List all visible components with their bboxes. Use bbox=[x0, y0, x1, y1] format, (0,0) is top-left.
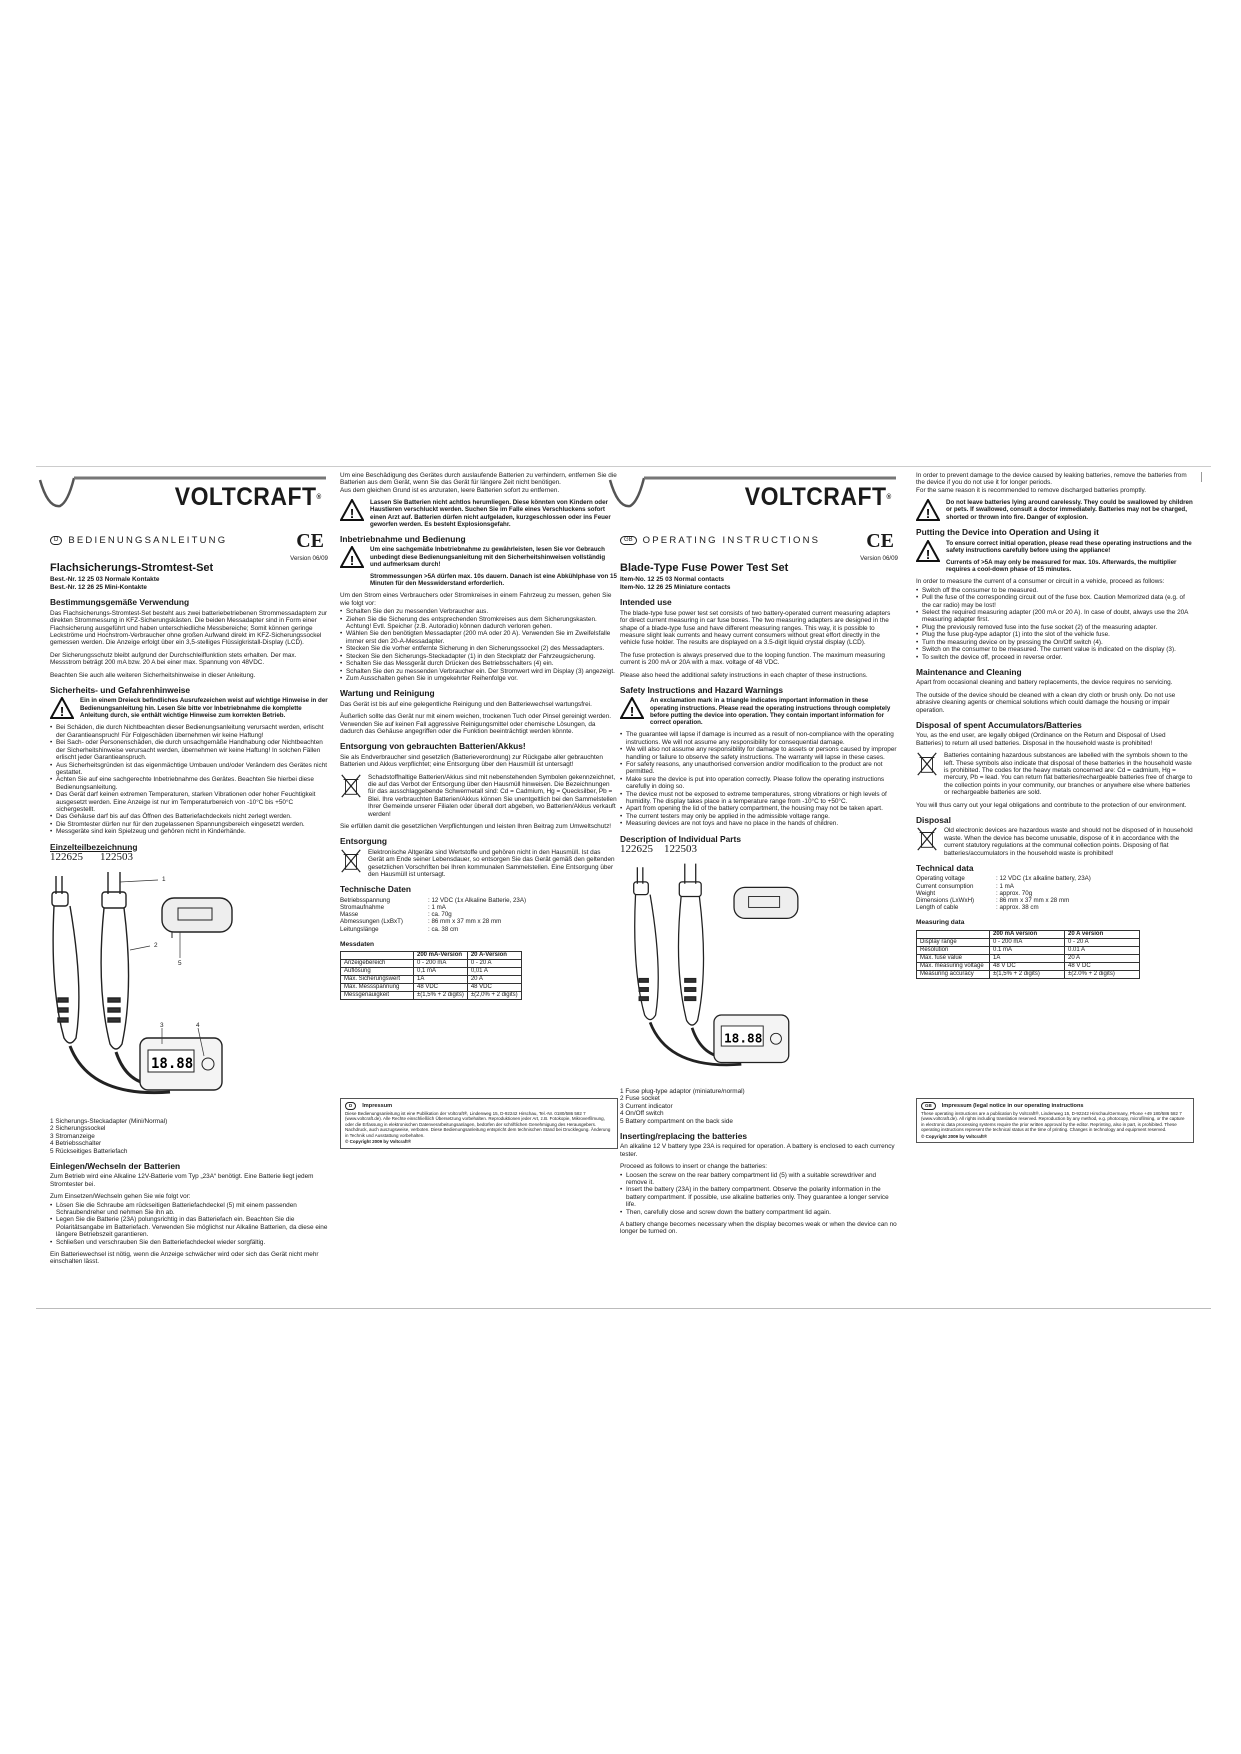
de-safety-warning bbox=[50, 697, 328, 719]
gb-heading-maintenance: Maintenance and Cleaning bbox=[916, 666, 1022, 677]
list-item: • Bei Sach- oder Personenschäden, die durch unsachgemäße Handhabung oder Nichtbeachten der Sicherheitshinweise verursacht werden, übernehmen wir keine Haftung! In solchen Fällen erlischt jeder Garantieanspruch. bbox=[56, 739, 328, 761]
gb-heading-disposal: Disposal bbox=[916, 815, 951, 825]
gb-paragraph: You, as the end user, are legally obliged (Ordinance on the Return and Disposal of Used Batteries) to return all used batteries. Disposal in the household waste is prohibited! bbox=[916, 732, 1166, 747]
voltcraft-logo: VOLTCRAFT® bbox=[175, 483, 322, 511]
list-item: • Switch on the consumer to be measured. The current value is indicated on the display (3). bbox=[922, 646, 1194, 653]
battery-compartment-illustration bbox=[162, 898, 232, 938]
table-row: Auflösung 0,1 mA 0,01 A bbox=[341, 968, 522, 976]
warning-triangle-icon bbox=[50, 697, 74, 719]
de-safety-list bbox=[50, 724, 328, 835]
list-item: • To switch the device off, proceed in reverse order. bbox=[922, 654, 1194, 661]
callout-label: 2 bbox=[154, 941, 158, 949]
de-item-number: Best.-Nr. 12 26 25 Mini-Kontakte bbox=[50, 583, 147, 591]
gb-battery-warning bbox=[916, 499, 1194, 521]
list-item: 5 Battery compartment on the back side bbox=[620, 1117, 733, 1125]
gb-paragraph: You will thus carry out your legal obligations and contribute to the protection of our environment. bbox=[916, 801, 1187, 809]
svg-text:!: ! bbox=[629, 704, 635, 720]
gb-paragraph: Please also heed the additional safety instructions in each chapter of these instructions. bbox=[620, 671, 868, 679]
de-imprint-box bbox=[340, 1098, 618, 1149]
list-item: 2 Fuse socket bbox=[620, 1095, 660, 1103]
de-heading-operation: Inbetriebnahme und Bedienung bbox=[340, 534, 466, 545]
gb-copyright: © Copyright 2009 by Voltcraft® bbox=[921, 1133, 988, 1139]
de-paragraph: Äußerlich sollte das Gerät nur mit einem weichen, trockenen Tuch oder Pinsel gereinigt werden. Verwenden Sie auf keinen Fall aggressive Reinigungsmittel oder chemische Lösungen, da dadurch das Gehäuse angegriffen oder die Funktion beeinträchtigt werden könnte. bbox=[340, 713, 612, 735]
list-item: • Messgeräte sind kein Spielzeug und gehören nicht in Kinderhände. bbox=[56, 828, 328, 835]
de-copyright: © Copyright 2009 by Voltcraft® bbox=[345, 1139, 412, 1144]
lcd-readout: 18.88 bbox=[723, 1031, 763, 1047]
svg-text:!: ! bbox=[925, 506, 931, 522]
de-paragraph: Zum Einsetzen/Wechseln gehen Sie wie folgt vor: bbox=[50, 1193, 191, 1201]
de-paragraph: Der Sicherungsschutz bleibt aufgrund der Durchschleiffunktion stets erhalten. Der max. Messstrom beträgt 200 mA bzw. 20 A bei einer max. Spannung von 48VDC. bbox=[50, 651, 297, 667]
callout-label: 4 bbox=[196, 1021, 200, 1029]
item-label: 122625 bbox=[620, 842, 653, 855]
list-item: • Das Gehäuse darf bis auf das Öffnen des Batteriefachdeckels nicht zerlegt werden. bbox=[56, 813, 328, 820]
de-heading-intended-use: Bestimmungsgemäße Verwendung bbox=[50, 597, 190, 608]
gb-heading-battery-disposal: Disposal of spent Accumulators/Batteries bbox=[916, 719, 1082, 730]
spec-row: Weight : approx. 70g bbox=[916, 889, 1033, 897]
crossed-bin-icon bbox=[340, 849, 362, 873]
table-row: Resolution 0.1 mA 0.01 A bbox=[917, 946, 1140, 954]
de-warning-text: Ein in einem Dreieck befindliches Ausrufezeichen weist auf wichtige Hinweise in der Bedienungsanleitung hin. Lesen Sie bitte vor Inbetriebnahme die komplette Anleitung durch, sie enthält wichtige Hinweise zum korrekten Betrieb. bbox=[80, 697, 328, 719]
warning-triangle-icon bbox=[340, 499, 364, 521]
gb-paragraph: Proceed as follows to insert or change the batteries: bbox=[620, 1163, 768, 1171]
de-measuring-table bbox=[340, 951, 522, 1000]
gb-paragraph: An alkaline 12 V battery type 23A is required for operation. A battery is enclosed to each currency tester. bbox=[620, 1143, 895, 1158]
gb-item-number: Item-No. 12 25 03 Normal contacts bbox=[620, 576, 725, 584]
spec-row: Current consumption : 1 mA bbox=[916, 882, 1014, 890]
de-operation-warning bbox=[340, 546, 618, 587]
callout-label: 1 bbox=[162, 875, 166, 883]
de-device-recycling bbox=[340, 849, 618, 879]
ce-mark-icon: CE bbox=[296, 530, 324, 552]
de-warning-text: Lassen Sie Batterien nicht achtlos herumliegen. Diese könnten von Kindern oder Haustieren verschluckt werden. Suchen Sie im Falle eines Verschluckens sofort einen Arzt auf. Batterien dürfen nicht aufgeladen, kurzgeschlossen oder ins Feuer geworfen werden. Es besteht Explosionsgefahr. bbox=[370, 499, 611, 528]
table-row: Max. Sicherungswert 1A 20 A bbox=[341, 976, 522, 984]
fuse-tester-illustration bbox=[50, 868, 320, 1118]
item-label: 122625 bbox=[50, 850, 83, 863]
de-version: Version 06/09 bbox=[290, 555, 328, 563]
gb-parts-list bbox=[620, 1088, 898, 1125]
battery-compartment-illustration bbox=[734, 887, 798, 918]
warning-triangle-icon bbox=[340, 546, 364, 568]
gb-imprint-box bbox=[916, 1098, 1194, 1143]
table-row: Measuring accuracy ±(1,5% + 2 digits) ±(2.0% + 2 digits) bbox=[917, 970, 1140, 978]
bottom-fold-line bbox=[36, 1308, 1211, 1309]
list-item: • Pull the fuse of the corresponding circuit out of the fuse box. Caution Memorized data (e.g. of the car radio) may be lost! bbox=[922, 594, 1194, 609]
spec-row: Operating voltage : 12 VDC (1x alkaline battery, 23A) bbox=[916, 875, 1091, 883]
list-item: • Schalten Sie das Messgerät durch Drücken des Betriebsschalters (4) ein. bbox=[346, 660, 618, 667]
callout-label: 5 bbox=[178, 959, 182, 967]
list-item: • Schalten Sie den zu messenden Verbraucher aus. bbox=[346, 608, 618, 615]
list-item: • Bei Schäden, die durch Nichtbeachten dieser Bedienungsanleitung verursacht werden, erlischt der Garantieanspruch! Für Folgeschäden übernehmen wir keine Haftung! bbox=[56, 724, 328, 739]
de-parts-list bbox=[50, 1118, 328, 1155]
gb-heading-operation: Putting the Device into Operation and Using it bbox=[916, 527, 1099, 538]
de-recycling-text: Schadstoffhaltige Batterien/Akkus sind mit nebenstehenden Symbolen gekennzeichnet, die auf das Verbot der Entsorgung über den Hausmüll hinweisen. Die Bezeichnungen für das ausschlaggebende Schwermetall sind: Cd = Cadmium, Hg = Quecksilber, Pb = Blei. Ihre verbrauchten Batterien/Akkus können Sie unentgeltlich bei den Sammelstellen Ihrer Gemeinde unserer Filialen oder überall dort abgeben, wo Batterien/Akkus verkauft werden! bbox=[368, 773, 617, 818]
gb-warning-text: To ensure correct initial operation, please read these operating instructions and the safety instructions carefully before using the appliance! bbox=[946, 539, 1192, 554]
gb-operation-warning bbox=[916, 540, 1194, 574]
gb-paragraph: The fuse protection is always preserved due to the looping function. The maximum measuring current is 200 mA or 20A with a max. voltage of 48 VDC. bbox=[620, 651, 885, 667]
svg-text:!: ! bbox=[349, 553, 355, 569]
svg-text:!: ! bbox=[59, 704, 65, 720]
item-label: 122503 bbox=[664, 842, 697, 855]
gb-operation-list bbox=[916, 587, 1194, 661]
de-heading-safety: Sicherheits- und Gefahrenhinweise bbox=[50, 685, 191, 696]
de-spec-list bbox=[340, 897, 618, 933]
list-item: • Die Stromtester dürfen nur für den zugelassenen Spannungsbereich eingesetzt werden. bbox=[56, 821, 328, 828]
gb-version: Version 06/09 bbox=[860, 555, 898, 563]
gb-warning-text: An exclamation mark in a triangle indicates important information in these operating instructions. Please read the operating instructions through completely before putting the device into operation. They contain important information for correct operation. bbox=[650, 697, 891, 727]
de-imprint-heading: D Impressum bbox=[345, 1102, 613, 1110]
gb-device-diagram bbox=[620, 842, 898, 1086]
de-heading-technical-data: Technische Daten bbox=[340, 884, 412, 895]
gb-warning-text: Do not leave batteries lying around carelessly. They could be swallowed by children or pets. If swallowed, consult a doctor immediately. Batteries may not be charged, shorted or thrown into fire. Danger of explosion. bbox=[946, 499, 1193, 521]
table-row: Anzeigebereich 0 - 200 mA 0 - 20 A bbox=[341, 960, 522, 968]
gb-spec-list bbox=[916, 875, 1194, 911]
de-heading-parts: Einzelteilbezeichnung bbox=[50, 841, 138, 852]
gb-imprint-heading: GB Impressum (legal notice in our operating instructions bbox=[921, 1102, 1189, 1110]
de-language-badge: D bbox=[50, 536, 62, 545]
de-paragraph: Beachten Sie auch alle weiteren Sicherheitshinweise in dieser Anleitung. bbox=[50, 671, 256, 679]
instruction-sheet bbox=[36, 472, 1211, 1310]
de-battery-warning bbox=[340, 499, 618, 528]
gb-paragraph: Apart from occasional cleaning and battery replacements, the device requires no servicing. bbox=[916, 679, 1173, 687]
spec-row: Betriebsspannung : 12 VDC (1x Alkaline Batterie, 23A) bbox=[340, 896, 527, 904]
table-header-row: 200 mA-Version 20 A-Version bbox=[341, 952, 522, 960]
gb-product-title: Blade-Type Fuse Power Test Set bbox=[620, 561, 789, 574]
list-item: • Make sure the device is put into operation correctly. Please follow the operating instructions carefully in doing so. bbox=[626, 776, 898, 791]
gb-paragraph: The blade-type fuse power test set consists of two battery-operated current measuring adapters for direct current measuring in car fuse boxes. The two measuring adapters are designed in the shape of a blade-type fuse and have different measuring ranges. This way, it is possible to measure slight leak currents and heavy current consumers without great effort directly in the vehicle fuse holder. The results are displayed on a 3.5-digit liquid crystal display (LCD). bbox=[620, 609, 891, 647]
list-item: 1 Sicherungs-Steckadapter (Mini/Normal) bbox=[50, 1117, 168, 1125]
gb-imprint-text: These operating instructions are a publication by Voltcraft®, Lindenweg 15, D-92242 Hirschau/Germany, Phone +49 180/586 582 7 (www.voltcraft.de). All rights including translation reserved. Reproduction by any method, e.g. photocopy, microfilming, or the capture in electronic data processing systems require the prior written approval by the editor. Reprinting, also in part, is prohibited. These operating instructions represent the technical status at the time of printing. Changes in technology and equipment reserved. bbox=[921, 1110, 1185, 1132]
list-item: 5 Rückseitiges Batteriefach bbox=[50, 1147, 128, 1155]
list-item: • The device must not be exposed to extreme temperatures, strong vibrations or high levels of humidity. The display takes place in a temperature range from -10°C to +50°C. bbox=[626, 791, 898, 806]
gb-heading-batteries: Inserting/replacing the batteries bbox=[620, 1131, 748, 1141]
gb-paragraph: In order to prevent damage to the device caused by leaking batteries, remove the batteries from the device if you do not use it for longer periods. bbox=[916, 472, 1187, 487]
de-paragraph: Um eine Beschädigung des Gerätes durch auslaufende Batterien zu verhindern, entfernen Sie die Batterien aus dem Gerät, wenn Sie das Gerät für längere Zeit nicht benötigen. bbox=[340, 472, 617, 487]
spec-row: Leitungslänge : ca. 38 cm bbox=[340, 925, 459, 933]
de-device-diagram bbox=[50, 850, 328, 1116]
gb-item-number: Item-No. 12 26 25 Miniature contacts bbox=[620, 583, 731, 591]
gb-battery-list bbox=[620, 1172, 898, 1216]
gb-safety-warning bbox=[620, 697, 898, 726]
list-item: • Stecken Sie den Sicherungs-Steckadapter (1) in den Steckplatz der Fahrzeugsicherung. bbox=[346, 653, 618, 660]
gb-brand-header bbox=[620, 472, 898, 534]
fuse-tester-illustration bbox=[620, 860, 890, 1088]
list-item: • Apart from opening the lid of the battery compartment, the housing may not be taken apart. bbox=[626, 805, 898, 812]
list-item: • Schließen und verschrauben Sie den Batteriefachdeckel wieder sorgfältig. bbox=[56, 1239, 328, 1246]
list-item: 2 Sicherungssockel bbox=[50, 1125, 106, 1133]
de-heading-batteries: Einlegen/Wechseln der Batterien bbox=[50, 1161, 181, 1171]
de-item-number: Best.-Nr. 12 25 03 Normale Kontakte bbox=[50, 576, 160, 584]
table-row: Max. fuse value 1A 20 A bbox=[917, 954, 1140, 962]
list-item: 4 Betriebsschalter bbox=[50, 1140, 102, 1148]
callout-label: 3 bbox=[160, 1021, 164, 1029]
de-column-1 bbox=[50, 472, 328, 1271]
de-warning-text: Strommessungen >5A dürfen max. 10s dauern. Danach ist eine Abkühlphase von 15 Minuten für den Messwiderstand erforderlich. bbox=[370, 573, 617, 588]
gb-device-recycling bbox=[916, 827, 1194, 857]
list-item: • Schalten Sie den zu messenden Verbraucher ein. Der Stromwert wird im Display (3) angezeigt. bbox=[346, 668, 618, 675]
de-heading-disposal: Entsorgung bbox=[340, 836, 387, 847]
list-item: • Insert the battery (23A) in the battery compartment. Observe the polarity information in the battery compartment. If possible, use alkaline batteries only. They guarantee a longer service life. bbox=[626, 1186, 898, 1208]
de-paragraph: Ein Batteriewechsel ist nötig, wenn die Anzeige schwächer wird oder sich das Gerät nicht mehr einschalten lässt. bbox=[50, 1251, 319, 1266]
de-paragraph: Um den Strom eines Verbrauchers oder Stromkreises in einem Fahrzeug zu messen, gehen Sie wie folgt vor: bbox=[340, 592, 612, 607]
list-item: • Plug the previously removed fuse into the fuse socket (2) of the measuring adapter. bbox=[922, 624, 1194, 631]
ce-mark-icon: CE bbox=[866, 530, 894, 552]
crop-mark bbox=[1201, 472, 1202, 482]
list-item: 3 Stromanzeige bbox=[50, 1132, 95, 1140]
list-item: 3 Current indicator bbox=[620, 1102, 673, 1110]
gb-battery-recycling bbox=[916, 752, 1194, 796]
gb-paragraph: For the same reason it is recommended to remove discharged batteries promptly. bbox=[916, 486, 1147, 494]
list-item: • Das Gerät darf keinen extremen Temperaturen, starken Vibrationen oder hoher Feuchtigkeit ausgesetzt werden. Eine Anzeige ist nur im Temperaturbereich von -10°C bis +50°C sichergestellt. bbox=[56, 791, 328, 813]
spec-row: Stromaufnahme : 1 mA bbox=[340, 904, 446, 912]
gb-recycling-text: Old electronic devices are hazardous waste and should not be disposed of in household waste. When the device has become unusable, dispose of it in accordance with the current statutory regulations at the communal collection points. Disposing of flat batteries/accumulators in the household waste is prohibited! bbox=[944, 827, 1193, 857]
gb-warning-text: Currents of >5A may only be measured for max. 10s. Afterwards, the multiplier requires a cool-down phase of 15 minutes. bbox=[946, 559, 1177, 574]
spec-row: Masse : ca. 70g bbox=[340, 911, 452, 919]
gb-heading-safety: Safety Instructions and Hazard Warnings bbox=[620, 685, 784, 696]
top-fold-line bbox=[36, 466, 1211, 467]
svg-text:!: ! bbox=[349, 506, 355, 522]
list-item: • Switch off the consumer to be measured. bbox=[922, 587, 1194, 594]
warning-triangle-icon bbox=[916, 540, 940, 562]
item-label: 122503 bbox=[100, 850, 133, 863]
list-item: • The guarantee will lapse if damage is incurred as a result of non-compliance with the operating instructions. We will not assume any responsibility for consequential damage. bbox=[626, 731, 898, 746]
list-item: • Aus Sicherheitsgründen ist das eigenmächtige Umbauen und/oder Verändern des Gerätes nicht gestattet. bbox=[56, 762, 328, 777]
table-row: Messgenauigkeit ±(1,5% + 2 digits) ±(2,0% + 2 digits) bbox=[341, 992, 522, 1000]
de-paragraph: Das Flachsicherungs-Stromtest-Set besteht aus zwei batteriebetriebenen Strommessadaptern zur direkten Strommessung in KFZ-Sicherungskästen. Die beiden Messadapter sind in Form einer Flachsicherung ausgeführt und haben unterschiedliche Messbereiche; Somit können geringe Leckströme und Hochstrom-Verbraucher ohne großen Aufwand direkt im KFZ-Sicherungssockel gemessen werden. Die Anzeige erfolgt über ein 3,5-stelliges Flüssigkristall-Display (LCD). bbox=[50, 609, 328, 647]
voltcraft-logo: VOLTCRAFT® bbox=[745, 483, 892, 511]
list-item: • Measuring devices are not toys and have no place in the hands of children. bbox=[626, 820, 898, 827]
gb-measuring-table bbox=[916, 930, 1140, 979]
list-item: • Legen Sie die Batterie (23A) polungsrichtig in das Batteriefach ein. Beachten Sie die Polaritätsangabe im Batteriefach. Verwenden Sie möglichst nur Alkaline Batterien, da diese eine längere Betriebszeit garantieren. bbox=[56, 1216, 328, 1238]
gb-recycling-text: Batteries containing hazardous substances are labelled with the symbols shown to the left. These symbols also indicate that disposal of these batteries in the household waste is prohibited. The codes for the heavy metals concerned are: Cd = cadmium, Hg = mercury, Pb = lead. You can return flat batteries/rechargeable batteries free of charge to the collection points in your community, our branches or anywhere else where batteries or rechargeable batteries are sold. bbox=[944, 752, 1193, 797]
de-imprint-text: Diese Bedienungsanleitung ist eine Publikation der Voltcraft®, Lindenweg 15, D-92242 Hirschau, Tel.-Nr. 0180/586 582 7 (www.voltcraft.de). Alle Rechte einschließlich Übersetzung vorbehalten. Reproduktionen jeder Art, z.B. Fotokopie, Mikroverfilmung, oder die Erfassung in elektronischen Datenverarbeitungsanlagen, bedürfen der schriftlichen Genehmigung des Herausgebers. Nachdruck, auch auszugsweise, verboten. Diese Bedienungsanleitung entspricht dem technischen Stand bei Drucklegung. Änderung in Technik und Ausstattung vorbehalten. bbox=[345, 1110, 611, 1138]
de-column-2 bbox=[340, 472, 618, 1144]
gb-paragraph: The outside of the device should be cleaned with a clean dry cloth or brush only. Do not use abrasive cleaning agents or chemical solutions which could damage the housing or impair operation. bbox=[916, 691, 1176, 714]
de-heading-measuring-data: Messdaten bbox=[340, 940, 375, 948]
de-recycling-text: Elektronische Altgeräte sind Wertstoffe und gehören nicht in den Hausmüll. Ist das Gerät am Ende seiner Lebensdauer, so entsorgen Sie das Gerät gemäß den geltenden gesetzlichen Vorschriften bei Ihren kommunalen Sammelstellen. Eine Entsorgung über den Hausmüll ist untersagt. bbox=[368, 848, 615, 879]
list-item: • Stecken Sie die vorher entfernte Sicherung in den Sicherungssockel (2) des Messadapters. bbox=[346, 645, 618, 652]
table-header-row: 200 mA version 20 A version bbox=[917, 930, 1140, 938]
gb-language-title: OPERATING INSTRUCTIONS bbox=[642, 535, 821, 546]
table-row: Max. measuring voltage 48 V DC 48 V DC bbox=[917, 962, 1140, 970]
table-row: Display range 0 - 200 mA 0 - 20 A bbox=[917, 938, 1140, 946]
spec-row: Length of cable : approx. 38 cm bbox=[916, 904, 1039, 912]
gb-heading-technical-data: Technical data bbox=[916, 863, 974, 874]
crossed-bin-icon bbox=[340, 774, 362, 798]
de-paragraph: Sie erfüllen damit die gesetzlichen Verpflichtungen und leisten Ihren Beitrag zum Umweltschutz! bbox=[340, 823, 612, 831]
lcd-readout: 18.88 bbox=[151, 1055, 194, 1072]
de-paragraph: Aus dem gleichen Grund ist es anzuraten, leere Batterien sofort zu entfernen. bbox=[340, 486, 560, 494]
de-brand-header bbox=[50, 472, 328, 534]
warning-triangle-icon bbox=[916, 499, 940, 521]
list-item: • Ziehen Sie die Sicherung des entsprechenden Stromkreises aus dem Sicherungskasten. Achtung! Evtl. Speicher (z.B. Autoradio) können dadurch verloren gehen. bbox=[346, 616, 618, 631]
list-item: • Lösen Sie die Schraube am rückseitigen Batteriefachdeckel (5) mit einem passenden Schraubendreher und nehmen Sie ihn ab. bbox=[56, 1202, 328, 1217]
de-paragraph: Zum Betrieb wird eine Alkaline 12V-Batterie vom Typ „23A“ benötigt. Eine Batterie liegt jedem Stromtester bei. bbox=[50, 1173, 314, 1188]
gb-language-badge: GB bbox=[620, 536, 637, 545]
svg-text:!: ! bbox=[925, 546, 931, 562]
gb-heading-parts: Description of Individual Parts bbox=[620, 833, 741, 844]
list-item: • Turn the measuring device on by pressing the On/Off switch (4). bbox=[922, 639, 1194, 646]
list-item: • Wählen Sie den benötigten Messadapter (200 mA oder 20 A). Verwenden Sie im Zweifelsfalle immer erst den 20-A-Messadapter. bbox=[346, 630, 618, 645]
gb-paragraph: A battery change becomes necessary when the display becomes weak or when the device can no longer be turned on. bbox=[620, 1221, 897, 1236]
gb-paragraph: In order to measure the current of a consumer or circuit in a vehicle, proceed as follows: bbox=[916, 578, 1165, 586]
spec-row: Dimensions (LxWxH) : 86 mm x 37 mm x 28 mm bbox=[916, 897, 1070, 905]
table-row: Max. Messspannung 48 VDC 48 VDC bbox=[341, 984, 522, 992]
de-product-title: Flachsicherungs-Stromtest-Set bbox=[50, 561, 214, 574]
de-battery-list bbox=[50, 1202, 328, 1246]
de-battery-recycling bbox=[340, 774, 618, 818]
list-item: • Zum Ausschalten gehen Sie in umgekehrter Reihenfolge vor. bbox=[346, 675, 618, 682]
de-heading-battery-disposal: Entsorgung von gebrauchten Batterien/Akkus! bbox=[340, 741, 526, 752]
de-operation-list bbox=[340, 608, 618, 682]
list-item: • We will also not assume any responsibility for damage to assets or persons caused by improper handling or failure to observe the safety instructions. The warranty will lapse in these cases. bbox=[626, 746, 898, 761]
spec-row: Abmessungen (LxBxT) : 86 mm x 37 mm x 28 mm bbox=[340, 918, 502, 926]
list-item: • Select the required measuring adapter (200 mA or 20 A). In case of doubt, always use the 20A measuring adapter first. bbox=[922, 609, 1194, 624]
crossed-bin-icon bbox=[916, 752, 938, 776]
list-item: 4 On/Off switch bbox=[620, 1110, 664, 1118]
list-item: • Then, carefully close and screw down the battery compartment lid again. bbox=[626, 1209, 898, 1216]
gb-column-1 bbox=[620, 472, 898, 1241]
list-item: • For safety reasons, any unauthorised conversion and/or modification to the product are not permitted. bbox=[626, 761, 898, 776]
de-warning-text: Um eine sachgemäße Inbetriebnahme zu gewährleisten, lesen Sie vor Gebrauch unbedingt diese Bedienungsanleitung mit den Sicherheitshinweisen vollständig und aufmerksam durch! bbox=[370, 546, 606, 568]
list-item: 1 Fuse plug-type adaptor (miniature/normal) bbox=[620, 1087, 745, 1095]
gb-column-2 bbox=[916, 472, 1194, 1139]
gb-heading-measuring-data: Measuring data bbox=[916, 919, 965, 927]
de-paragraph: Sie als Endverbraucher sind gesetzlich (Batterieverordnung) zur Rückgabe aller gebrauchten Batterien und Akkus verpflichtet; eine Entsorgung über den Hausmüll ist untersagt! bbox=[340, 753, 603, 769]
crossed-bin-icon bbox=[916, 827, 938, 851]
de-paragraph: Das Gerät ist bis auf eine gelegentliche Reinigung und den Batteriewechsel wartungsfrei. bbox=[340, 700, 592, 708]
list-item: • Achten Sie auf eine sachgerechte Inbetriebnahme des Gerätes. Beachten Sie hierbei diese Bedienungsanleitung. bbox=[56, 776, 328, 791]
warning-triangle-icon bbox=[620, 697, 644, 719]
de-heading-maintenance: Wartung und Reinigung bbox=[340, 688, 435, 699]
gb-heading-intended-use: Intended use bbox=[620, 597, 672, 608]
list-item: • Plug the fuse plug-type adaptor (1) into the slot of the vehicle fuse. bbox=[922, 631, 1194, 638]
list-item: • Loosen the screw on the rear battery compartment lid (5) with a suitable screwdriver and remove it. bbox=[626, 1172, 898, 1187]
de-language-title: BEDIENUNGSANLEITUNG bbox=[68, 535, 228, 546]
list-item: • The current testers may only be applied in the admissible voltage range. bbox=[626, 813, 898, 820]
gb-safety-list bbox=[620, 731, 898, 827]
